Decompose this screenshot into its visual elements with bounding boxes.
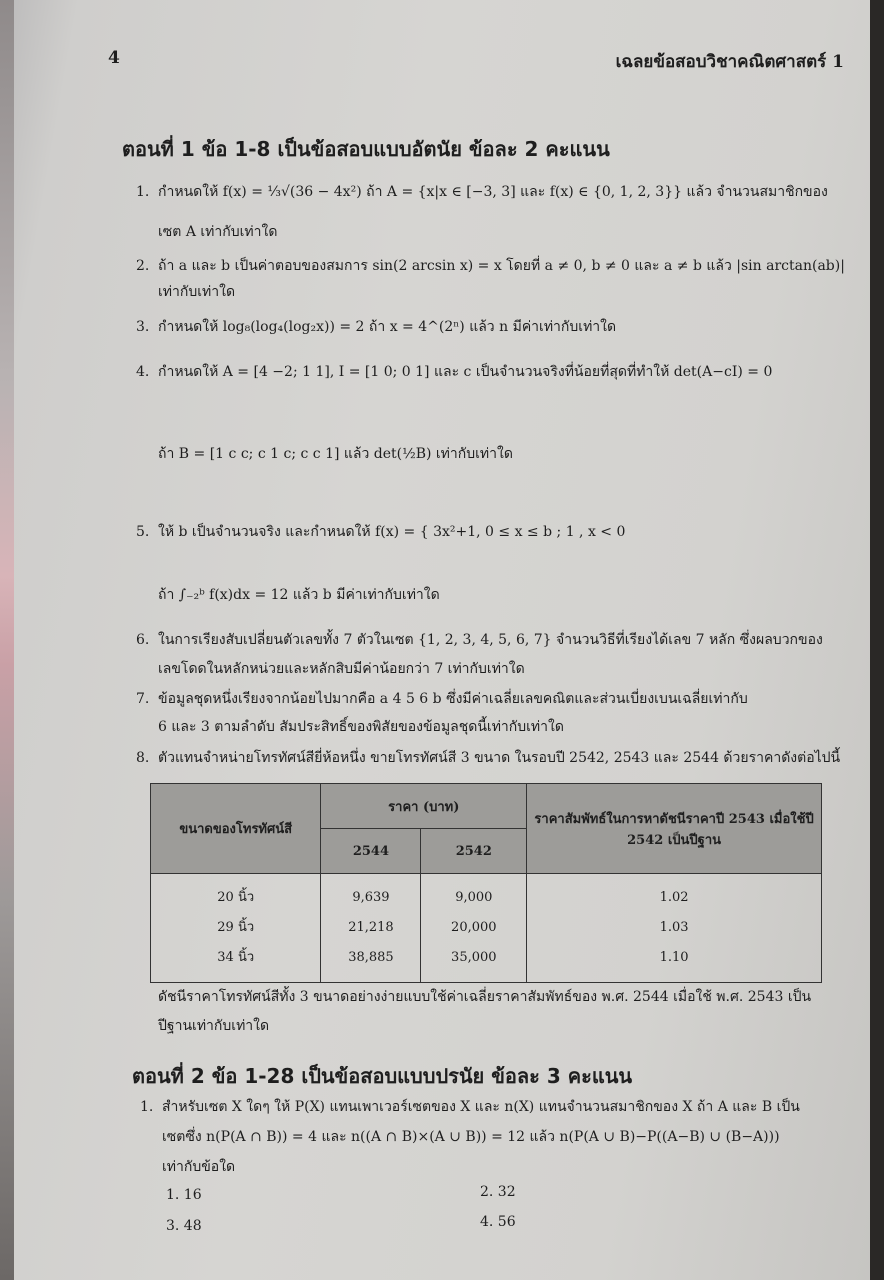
section-2-title: ตอนที่ 2 ข้อ 1-28 เป็นข้อสอบแบบปรนัย ข้อละ 3 คะแนน [132, 1064, 633, 1088]
question-number: 6. [136, 632, 150, 648]
question-5 [136, 522, 625, 542]
row-price-2544: 38,885 [321, 943, 421, 983]
choice-2: 2. 32 [480, 1184, 516, 1200]
question-number: 3. [136, 319, 150, 335]
question-text: กำหนดให้ A = [4 −2; 1 1], I = [1 0; 0 1] และ c เป็นจำนวนจริงที่น้อยที่สุดที่ทำให้ det(A−cI) = 0 [158, 364, 773, 380]
question-4-line-2: ถ้า B = [1 c c; c 1 c; c c 1] แล้ว det(½B) เท่ากับเท่าใด [158, 446, 513, 462]
table-header-year-2542: 2542 [421, 829, 527, 874]
section-2-question-1 [140, 1097, 800, 1117]
question-1 [136, 182, 828, 202]
question-number: 7. [136, 691, 150, 707]
question-text: ในการเรียงสับเปลี่ยนตัวเลขทั้ง 7 ตัวในเซต {1, 2, 3, 4, 5, 6, 7} จำนวนวิธีที่เรียงได้เลข 7 หลัก ซึ่งผลบวกของ [158, 632, 823, 648]
choice-4: 4. 56 [480, 1214, 516, 1230]
section-1-title: ตอนที่ 1 ข้อ 1-8 เป็นข้อสอบแบบอัตนัย ข้อละ 2 คะแนน [122, 137, 610, 161]
page-number: 4 [108, 48, 120, 68]
question-number: 4. [136, 364, 150, 380]
table-header-size: ขนาดของโทรทัศน์สี [151, 784, 321, 874]
row-size: 20 นิ้ว [151, 874, 321, 914]
question-number: 2. [136, 258, 150, 274]
question-number: 1. [136, 184, 150, 200]
row-relative-price: 1.03 [527, 913, 822, 943]
question-3 [136, 317, 616, 337]
row-price-2544: 9,639 [321, 874, 421, 914]
row-price-2544: 21,218 [321, 913, 421, 943]
book-spine-edge [0, 0, 14, 1280]
question-text: ให้ b เป็นจำนวนจริง และกำหนดให้ f(x) = { 3x²+1, 0 ≤ x ≤ b ; 1 , x < 0 [158, 524, 626, 540]
question-6-line-2: เลขโดดในหลักหน่วยและหลักสิบมีค่าน้อยกว่า 7 เท่ากับเท่าใด [158, 661, 525, 677]
question-7 [136, 689, 748, 709]
question-text: สำหรับเซต X ใดๆ ให้ P(X) แทนเพาเวอร์เซตของ X และ n(X) แทนจำนวนสมาชิกของ X ถ้า A และ B เป็น [162, 1099, 800, 1115]
question-1-line-2: เซต A เท่ากับเท่าใด [158, 224, 278, 240]
question-8-followup-line-1: ดัชนีราคาโทรทัศน์สีทั้ง 3 ขนาดอย่างง่ายแบบใช้ค่าเฉลี่ยราคาสัมพัทธ์ของ พ.ศ. 2544 เมื่อใช้ พ.ศ. 2543 เป็น [158, 989, 812, 1005]
question-text: กำหนดให้ log₈(log₄(log₂x)) = 2 ถ้า x = 4^(2ⁿ) แล้ว n มีค่าเท่ากับเท่าใด [158, 319, 617, 335]
row-size: 29 นิ้ว [151, 913, 321, 943]
question-number: 1. [140, 1099, 154, 1115]
tv-price-table [150, 783, 822, 983]
section-2-question-1-line-2: เซตซึ่ง n(P(A ∩ B)) = 4 และ n((A ∩ B)×(A ∪ B)) = 12 แล้ว n(P(A ∪ B)−P((A−B) ∪ (B−A))) [162, 1129, 780, 1145]
question-text: ถ้า a และ b เป็นค่าตอบของสมการ sin(2 arcsin x) = x โดยที่ a ≠ 0, b ≠ 0 และ a ≠ b แล้ว |sin arctan(ab)| [158, 258, 845, 274]
question-text: กำหนดให้ f(x) = ⅓√(36 − 4x²) ถ้า A = {x|x ∈ [−3, 3] และ f(x) ∈ {0, 1, 2, 3}} แล้ว จำนวนสมาชิกของ [158, 184, 828, 200]
question-8-followup-line-2: ปีฐานเท่ากับเท่าใด [158, 1018, 270, 1034]
choice-1: 1. 16 [166, 1187, 202, 1203]
table-row [151, 943, 822, 983]
row-relative-price: 1.02 [527, 874, 822, 914]
table-header-relative-price: ราคาสัมพัทธ์ในการหาดัชนีราคาปี 2543 เมื่อใช้ปี 2542 เป็นปีฐาน [527, 784, 822, 874]
choice-3: 3. 48 [166, 1218, 202, 1234]
table-header-year-2544: 2544 [321, 829, 421, 874]
table-header-price: ราคา (บาท) [321, 784, 527, 829]
row-price-2542: 9,000 [421, 874, 527, 914]
table-row [151, 874, 822, 914]
question-2 [136, 256, 845, 276]
question-2-line-2: เท่ากับเท่าใด [158, 284, 236, 300]
question-text: ข้อมูลชุดหนึ่งเรียงจากน้อยไปมากคือ a 4 5 6 b ซึ่งมีค่าเฉลี่ยเลขคณิตและส่วนเบี่ยงเบนเฉลี่ยเท่ากับ [158, 691, 748, 707]
section-2-question-1-line-3: เท่ากับข้อใด [162, 1159, 236, 1175]
question-number: 5. [136, 524, 150, 540]
running-header: เฉลยข้อสอบวิชาคณิตศาสตร์ 1 [615, 52, 844, 72]
question-7-line-2: 6 และ 3 ตามลำดับ สัมประสิทธิ์ของพิสัยของข้อมูลชุดนี้เท่ากับเท่าใด [158, 719, 564, 735]
question-number: 8. [136, 750, 150, 766]
row-size: 34 นิ้ว [151, 943, 321, 983]
table-row [151, 913, 822, 943]
row-relative-price: 1.10 [527, 943, 822, 983]
question-text: ตัวแทนจำหน่ายโทรทัศน์สียี่ห้อหนึ่ง ขายโทรทัศน์สี 3 ขนาด ในรอบปี 2542, 2543 และ 2544 ด้วยราคาดังต่อไปนี้ [158, 750, 841, 766]
question-5-line-2: ถ้า ∫₋₂ᵇ f(x)dx = 12 แล้ว b มีค่าเท่ากับเท่าใด [158, 587, 440, 603]
question-8 [136, 748, 840, 768]
question-6 [136, 630, 823, 650]
row-price-2542: 35,000 [421, 943, 527, 983]
question-4 [136, 362, 772, 382]
row-price-2542: 20,000 [421, 913, 527, 943]
